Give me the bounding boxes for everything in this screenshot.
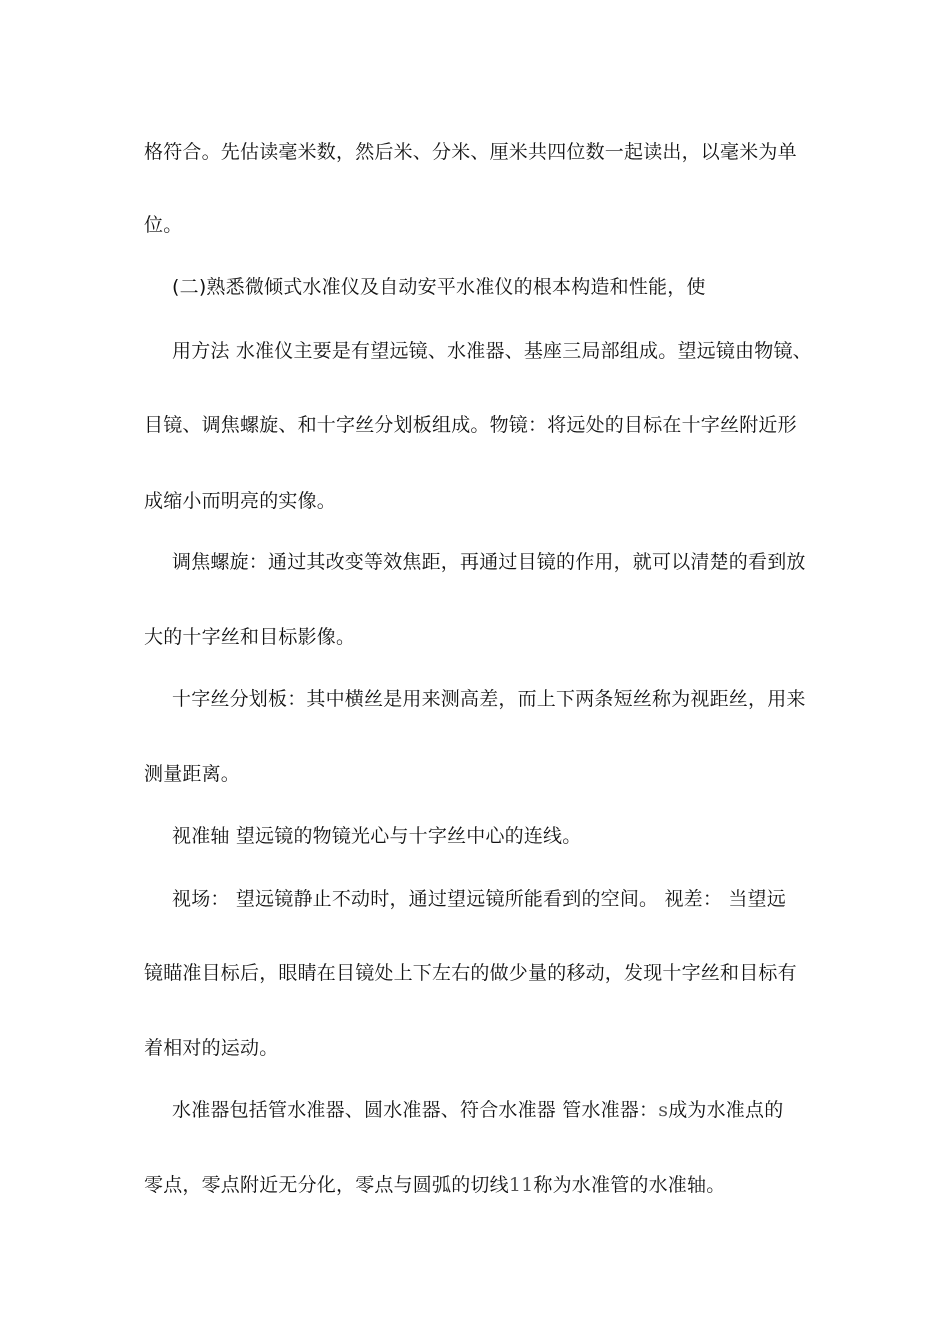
text-segment: 零点，零点附近无分化，零点与圆弧的切线 [144, 1174, 509, 1196]
text-line: 大的十字丝和目标影像。 [144, 626, 356, 648]
text-segment: 水准器包括管水准器、圆水准器、符合水准器 管水准器： [172, 1099, 659, 1121]
symbol-mark: 11 [508, 1174, 534, 1196]
text-line: 十字丝分划板：其中横丝是用来测高差，而上下两条短丝称为视距丝，用来 [172, 688, 806, 710]
text-line: 目镜、调焦螺旋、和十字丝分划板组成。物镜：将远处的目标在十字丝附近形 [144, 414, 797, 436]
symbol-mark: s [658, 1099, 669, 1121]
text-line [144, 1172, 725, 1198]
text-segment: 称为水准管的水准轴。 [533, 1174, 726, 1196]
text-line: 成缩小而明亮的实像。 [144, 490, 337, 512]
text-line: 镜瞄准目标后，眼睛在目镜处上下左右的做少量的移动，发现十字丝和目标有 [144, 962, 797, 984]
text-line: 调焦螺旋：通过其改变等效焦距，再通过目镜的作用，就可以清楚的看到放 [172, 551, 806, 573]
text-line: 用方法 水准仪主要是有望远镜、水准器、基座三局部组成。望远镜由物镜、 [172, 340, 812, 362]
text-line: 着相对的运动。 [144, 1037, 279, 1059]
text-line [172, 1097, 783, 1123]
text-line: 视场： 望远镜静止不动时，通过望远镜所能看到的空间。 视差： 当望远 [172, 888, 786, 910]
section-heading: (二)熟悉微倾式水准仪及自动安平水准仪的根本构造和性能，使 [172, 276, 706, 298]
text-line: 格符合。先估读毫米数，然后米、分米、厘米共四位数一起读出，以毫米为单 [144, 141, 797, 163]
text-line: 测量距离。 [144, 763, 241, 785]
text-line: 视准轴 望远镜的物镜光心与十字丝中心的连线。 [172, 825, 582, 847]
text-segment: 成为水准点的 [668, 1099, 784, 1121]
text-line: 位。 [144, 214, 183, 236]
